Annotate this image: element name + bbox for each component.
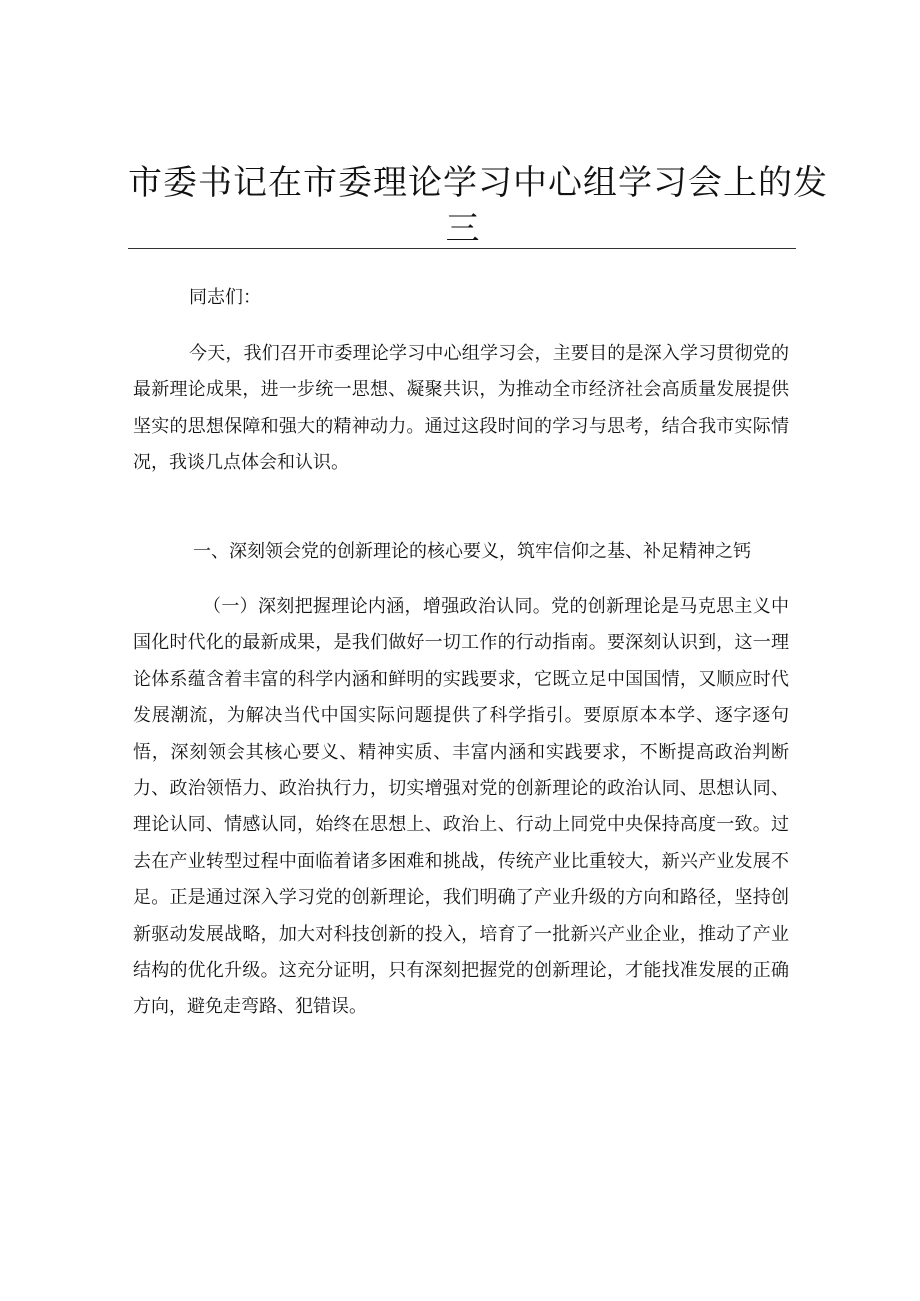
intro-paragraph: 今天，我们召开市委理论学习中心组学习会，主要目的是深入学习贯彻党的最新理论成果，进一步统一思想、凝聚共识，为推动全市经济社会高质量发展提供坚实的思想保障和强大的精神动力。通过这段时间的学习与思考，结合我市实际情况，我谈几点体会和认识。	[133, 343, 789, 474]
section-heading: 一、深刻领会党的创新理论的核心要义，筑牢信仰之基、补足精神之钙	[193, 541, 751, 562]
salutation: 同志们：	[189, 287, 261, 308]
title-line-2: 三	[445, 209, 481, 249]
body-paragraph: （一）深刻把握理论内涵，增强政治认同。党的创新理论是马克思主义中国化时代化的最新成果，是我们做好一切工作的行动指南。要深刻认识到，这一理论体系蕴含着丰富的科学内涵和鲜明的实践要求，它既立足中国国情，又顺应时代发展潮流，为解决当代中国实际问题提供了科学指引。要原原本本学、逐字逐句悟，深刻领会其核心要义、精神实质、丰富内涵和实践要求，不断提高政治判断力、政治领悟力、政治执行力，切实增强对党的创新理论的政治认同、思想认同、理论认同、情感认同，始终在思想上、政治上、行动上同党中央保持高度一致。过去在产业转型过程中面临着诸多困难和挑战，传统产业比重较大，新兴产业发展不足。正是通过深入学习党的创新理论，我们明确了产业升级的方向和路径，坚持创新驱动发展战略，加大对科技创新的投入，培育了一批新兴产业企业，推动了产业结构的优化升级。这充分证明，只有深刻把握党的创新理论，才能找准发展的正确方向，避免走弯路、犯错误。	[133, 596, 789, 1018]
title-line-1: 市委书记在市委理论学习中心组学习会上的发	[128, 163, 828, 203]
document-title	[128, 160, 828, 252]
title-underline-divider	[128, 248, 796, 249]
